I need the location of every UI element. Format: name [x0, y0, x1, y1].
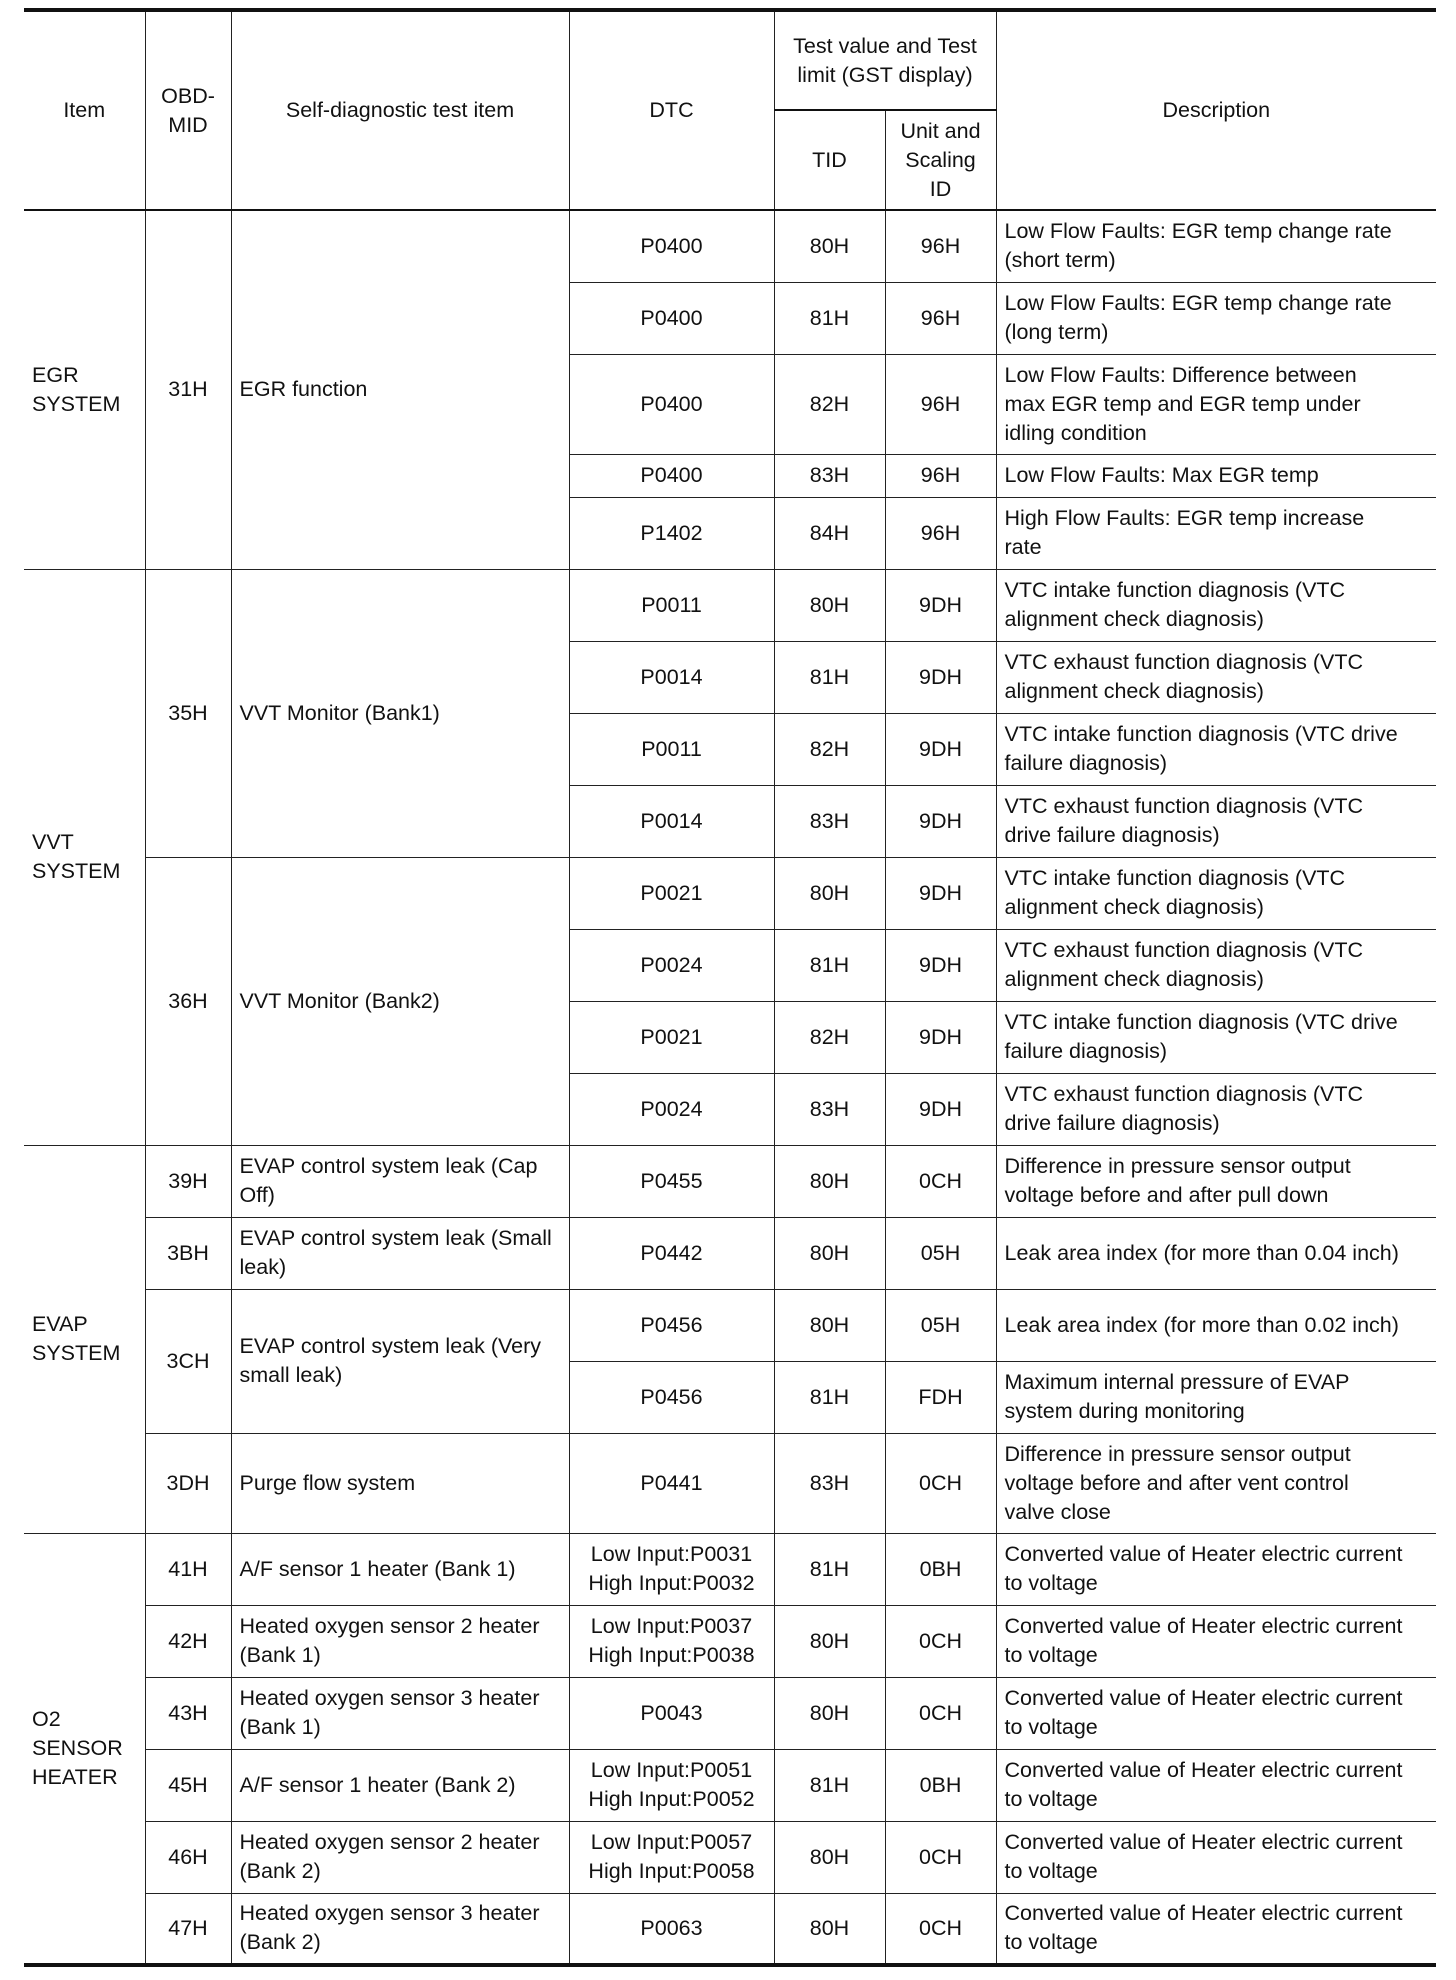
dtc-cell: P0021 [569, 1001, 774, 1073]
description-cell: Low Flow Faults: Max EGR temp [996, 454, 1436, 497]
unit-scaling-cell: 05H [885, 1217, 996, 1289]
unit-scaling-cell: 9DH [885, 1073, 996, 1145]
test-item-cell: A/F sensor 1 heater (Bank 2) [231, 1749, 569, 1821]
unit-scaling-cell: 0BH [885, 1533, 996, 1605]
test-item-cell: VVT Monitor (Bank1) [231, 569, 569, 857]
obd-mid-cell: 3CH [145, 1289, 231, 1433]
tid-cell: 82H [774, 1001, 885, 1073]
tid-cell: 80H [774, 1677, 885, 1749]
dtc-cell: Low Input:P0037 High Input:P0038 [569, 1605, 774, 1677]
table-row [24, 210, 1436, 282]
dtc-cell: P0011 [569, 713, 774, 785]
description-cell: Converted value of Heater electric current to voltage [996, 1821, 1436, 1893]
obd-mid-cell: 39H [145, 1145, 231, 1217]
tid-cell: 80H [774, 1289, 885, 1361]
test-item-cell: Heated oxygen sensor 3 heater (Bank 2) [231, 1893, 569, 1965]
tid-cell: 80H [774, 569, 885, 641]
test-item-cell: EVAP control system leak (Cap Off) [231, 1145, 569, 1217]
obd-mid-cell: 35H [145, 569, 231, 857]
dtc-cell: P0442 [569, 1217, 774, 1289]
dtc-cell: P0441 [569, 1433, 774, 1533]
description-cell: Low Flow Faults: Difference between max EGR temp and EGR temp under idling condition [996, 354, 1436, 454]
tid-cell: 80H [774, 857, 885, 929]
description-cell: Low Flow Faults: EGR temp change rate (short term) [996, 210, 1436, 282]
description-cell: High Flow Faults: EGR temp increase rate [996, 497, 1436, 569]
description-cell: VTC exhaust function diagnosis (VTC drive failure diagnosis) [996, 785, 1436, 857]
dtc-cell: P0021 [569, 857, 774, 929]
unit-scaling-cell: 9DH [885, 569, 996, 641]
unit-scaling-cell: 0CH [885, 1677, 996, 1749]
description-cell: Converted value of Heater electric current to voltage [996, 1533, 1436, 1605]
header-item: Item [24, 10, 145, 210]
description-cell: Leak area index (for more than 0.04 inch) [996, 1217, 1436, 1289]
unit-scaling-cell: 9DH [885, 785, 996, 857]
unit-scaling-cell: 0CH [885, 1433, 996, 1533]
unit-scaling-cell: 0CH [885, 1605, 996, 1677]
tid-cell: 83H [774, 1433, 885, 1533]
unit-scaling-cell: 9DH [885, 857, 996, 929]
tid-cell: 80H [774, 1217, 885, 1289]
obd-mid-cell: 47H [145, 1893, 231, 1965]
test-item-cell: EVAP control system leak (Small leak) [231, 1217, 569, 1289]
dtc-cell: P0024 [569, 1073, 774, 1145]
description-cell: Converted value of Heater electric current to voltage [996, 1893, 1436, 1965]
tid-cell: 83H [774, 785, 885, 857]
test-item-cell: Purge flow system [231, 1433, 569, 1533]
tid-cell: 83H [774, 454, 885, 497]
dtc-cell: P0024 [569, 929, 774, 1001]
table-row [24, 857, 1436, 929]
unit-scaling-cell: 0CH [885, 1821, 996, 1893]
unit-scaling-cell: 96H [885, 454, 996, 497]
tid-cell: 81H [774, 641, 885, 713]
tid-cell: 83H [774, 1073, 885, 1145]
dtc-cell: P0014 [569, 641, 774, 713]
group-vvt-system [24, 569, 1436, 1145]
group-egr-system [24, 210, 1436, 569]
unit-scaling-cell: 96H [885, 354, 996, 454]
table-row [24, 1145, 1436, 1217]
description-cell: VTC intake function diagnosis (VTC alignment check diagnosis) [996, 569, 1436, 641]
tid-cell: 80H [774, 1145, 885, 1217]
dtc-cell: Low Input:P0031 High Input:P0032 [569, 1533, 774, 1605]
dtc-cell: P0400 [569, 210, 774, 282]
tid-cell: 81H [774, 1533, 885, 1605]
obd-mid-cell: 42H [145, 1605, 231, 1677]
table-row [24, 1893, 1436, 1965]
obd-mid-cell: 46H [145, 1821, 231, 1893]
unit-scaling-cell: FDH [885, 1361, 996, 1433]
tid-cell: 84H [774, 497, 885, 569]
tid-cell: 81H [774, 282, 885, 354]
description-cell: Maximum internal pressure of EVAP system during monitoring [996, 1361, 1436, 1433]
description-cell: Difference in pressure sensor output voltage before and after pull down [996, 1145, 1436, 1217]
description-cell: VTC exhaust function diagnosis (VTC alignment check diagnosis) [996, 929, 1436, 1001]
table-row [24, 1677, 1436, 1749]
group-o2-sensor-heater [24, 1533, 1436, 1965]
unit-scaling-cell: 9DH [885, 1001, 996, 1073]
tid-cell: 80H [774, 1893, 885, 1965]
item-cell: EVAP SYSTEM [24, 1145, 145, 1533]
dtc-cell: P0456 [569, 1361, 774, 1433]
description-cell: Converted value of Heater electric current to voltage [996, 1677, 1436, 1749]
unit-scaling-cell: 96H [885, 210, 996, 282]
obd-mid-cell: 43H [145, 1677, 231, 1749]
tid-cell: 80H [774, 1821, 885, 1893]
dtc-cell: P0043 [569, 1677, 774, 1749]
table-row [24, 1433, 1436, 1533]
unit-scaling-cell: 96H [885, 497, 996, 569]
table-row [24, 1821, 1436, 1893]
table-row [24, 1533, 1436, 1605]
unit-scaling-cell: 0BH [885, 1749, 996, 1821]
description-cell: Difference in pressure sensor output voltage before and after vent control valve close [996, 1433, 1436, 1533]
item-cell: EGR SYSTEM [24, 210, 145, 569]
description-cell: Converted value of Heater electric current to voltage [996, 1749, 1436, 1821]
header-obd-mid: OBD-MID [145, 10, 231, 210]
dtc-cell: P0400 [569, 282, 774, 354]
header-description: Description [996, 10, 1436, 210]
description-cell: VTC intake function diagnosis (VTC drive failure diagnosis) [996, 713, 1436, 785]
description-cell: VTC intake function diagnosis (VTC drive failure diagnosis) [996, 1001, 1436, 1073]
table-row [24, 1749, 1436, 1821]
test-item-cell: Heated oxygen sensor 2 heater (Bank 1) [231, 1605, 569, 1677]
tid-cell: 81H [774, 929, 885, 1001]
dtc-cell: P0400 [569, 354, 774, 454]
unit-scaling-cell: 9DH [885, 929, 996, 1001]
unit-scaling-cell: 96H [885, 282, 996, 354]
obd-mid-cell: 31H [145, 210, 231, 569]
unit-scaling-cell: 0CH [885, 1893, 996, 1965]
dtc-cell: Low Input:P0051 High Input:P0052 [569, 1749, 774, 1821]
header-unit-scaling-id: Unit and Scaling ID [885, 110, 996, 210]
tid-cell: 82H [774, 354, 885, 454]
description-cell: VTC intake function diagnosis (VTC alignment check diagnosis) [996, 857, 1436, 929]
dtc-cell: P0456 [569, 1289, 774, 1361]
test-item-cell: Heated oxygen sensor 2 heater (Bank 2) [231, 1821, 569, 1893]
header-dtc: DTC [569, 10, 774, 210]
obd-mid-cell: 41H [145, 1533, 231, 1605]
unit-scaling-cell: 9DH [885, 641, 996, 713]
item-cell: VVT SYSTEM [24, 569, 145, 1145]
table-row [24, 1217, 1436, 1289]
group-evap-system [24, 1145, 1436, 1533]
test-item-cell: EVAP control system leak (Very small leak) [231, 1289, 569, 1433]
header-tid: TID [774, 110, 885, 210]
dtc-cell: P1402 [569, 497, 774, 569]
description-cell: VTC exhaust function diagnosis (VTC drive failure diagnosis) [996, 1073, 1436, 1145]
dtc-cell: P0063 [569, 1893, 774, 1965]
dtc-cell: P0455 [569, 1145, 774, 1217]
unit-scaling-cell: 9DH [885, 713, 996, 785]
test-item-cell: EGR function [231, 210, 569, 569]
dtc-cell: P0011 [569, 569, 774, 641]
tid-cell: 80H [774, 210, 885, 282]
description-cell: Leak area index (for more than 0.02 inch) [996, 1289, 1436, 1361]
test-item-cell: VVT Monitor (Bank2) [231, 857, 569, 1145]
obd-mid-cell: 3BH [145, 1217, 231, 1289]
obd-mid-cell: 36H [145, 857, 231, 1145]
unit-scaling-cell: 05H [885, 1289, 996, 1361]
obd-mid-test-table [24, 8, 1436, 1967]
unit-scaling-cell: 0CH [885, 1145, 996, 1217]
dtc-cell: P0400 [569, 454, 774, 497]
description-cell: VTC exhaust function diagnosis (VTC alignment check diagnosis) [996, 641, 1436, 713]
header-test-value: Test value and Test limit (GST display) [774, 10, 996, 110]
description-cell: Converted value of Heater electric current to voltage [996, 1605, 1436, 1677]
test-item-cell: Heated oxygen sensor 3 heater (Bank 1) [231, 1677, 569, 1749]
obd-mid-cell: 3DH [145, 1433, 231, 1533]
dtc-cell: P0014 [569, 785, 774, 857]
table-row [24, 1605, 1436, 1677]
tid-cell: 81H [774, 1361, 885, 1433]
description-cell: Low Flow Faults: EGR temp change rate (long term) [996, 282, 1436, 354]
tid-cell: 80H [774, 1605, 885, 1677]
tid-cell: 82H [774, 713, 885, 785]
dtc-cell: Low Input:P0057 High Input:P0058 [569, 1821, 774, 1893]
table-row [24, 1289, 1436, 1361]
obd-mid-cell: 45H [145, 1749, 231, 1821]
table-row [24, 569, 1436, 641]
header-self-diagnostic-test-item: Self-diagnostic test item [231, 10, 569, 210]
table-header [24, 10, 1436, 210]
item-cell: O2 SENSOR HEATER [24, 1533, 145, 1965]
test-item-cell: A/F sensor 1 heater (Bank 1) [231, 1533, 569, 1605]
tid-cell: 81H [774, 1749, 885, 1821]
